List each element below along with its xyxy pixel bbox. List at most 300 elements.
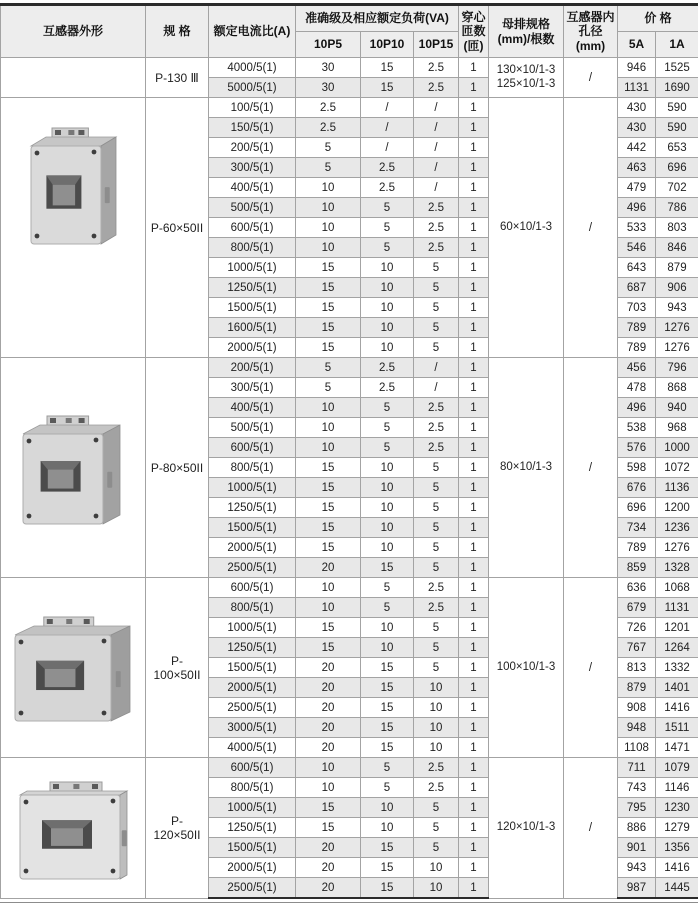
load-10p5-cell: 10	[296, 778, 361, 798]
price-5a-cell: 538	[618, 418, 656, 438]
ratio-cell: 1600/5(1)	[209, 318, 296, 338]
load-10p10-cell: 15	[361, 78, 414, 98]
spec-cell: P-120×50II	[146, 758, 209, 899]
load-10p10-cell: 5	[361, 418, 414, 438]
load-10p15-cell: 5	[414, 818, 459, 838]
price-5a-cell: 636	[618, 578, 656, 598]
turns-cell: 1	[459, 638, 489, 658]
load-10p15-cell: 5	[414, 458, 459, 478]
load-10p10-cell: /	[361, 98, 414, 118]
ratio-cell: 300/5(1)	[209, 158, 296, 178]
bore-cell: /	[564, 98, 618, 358]
price-5a-cell: 789	[618, 338, 656, 358]
table-row	[1, 358, 698, 378]
busbar-cell	[489, 58, 564, 98]
turns-cell: 1	[459, 598, 489, 618]
price-1a-cell: 1236	[656, 518, 698, 538]
price-1a-cell: 906	[656, 278, 698, 298]
load-10p10-cell: 10	[361, 258, 414, 278]
load-10p10-cell: 2.5	[361, 358, 414, 378]
turns-cell: 1	[459, 418, 489, 438]
load-10p10-cell: 15	[361, 58, 414, 78]
load-10p10-cell: 10	[361, 278, 414, 298]
load-10p15-cell: 2.5	[414, 418, 459, 438]
price-5a-cell: 859	[618, 558, 656, 578]
load-10p10-cell: 5	[361, 778, 414, 798]
load-10p5-cell: 10	[296, 578, 361, 598]
ratio-cell: 600/5(1)	[209, 218, 296, 238]
price-5a-cell: 767	[618, 638, 656, 658]
ratio-cell: 2000/5(1)	[209, 538, 296, 558]
product-photo-cell	[1, 578, 146, 758]
price-5a-cell: 696	[618, 498, 656, 518]
price-1a-cell: 1264	[656, 638, 698, 658]
load-10p5-cell: 15	[296, 518, 361, 538]
price-5a-cell: 643	[618, 258, 656, 278]
busbar-line: 100×10/1-3	[496, 660, 556, 673]
load-10p10-cell: 15	[361, 858, 414, 878]
price-1a-cell: 943	[656, 298, 698, 318]
turns-cell: 1	[459, 558, 489, 578]
load-10p5-cell: 15	[296, 298, 361, 318]
price-5a-cell: 479	[618, 178, 656, 198]
ratio-cell: 1000/5(1)	[209, 258, 296, 278]
busbar-line: 120×10/1-3	[496, 820, 556, 833]
price-1a-cell: 1401	[656, 678, 698, 698]
load-10p15-cell: 5	[414, 638, 459, 658]
ratio-cell: 1000/5(1)	[209, 478, 296, 498]
turns-cell: 1	[459, 838, 489, 858]
price-5a-cell: 1131	[618, 78, 656, 98]
price-5a-cell: 496	[618, 198, 656, 218]
turns-cell: 1	[459, 138, 489, 158]
header-bore-line1: 互感器内	[566, 9, 615, 24]
load-10p5-cell: 30	[296, 58, 361, 78]
load-10p15-cell: 2.5	[414, 438, 459, 458]
turns-cell: 1	[459, 218, 489, 238]
load-10p5-cell: 20	[296, 698, 361, 718]
price-1a-cell: 1279	[656, 818, 698, 838]
price-1a-cell: 653	[656, 138, 698, 158]
turns-cell: 1	[459, 118, 489, 138]
price-5a-cell: 946	[618, 58, 656, 78]
load-10p10-cell: 10	[361, 638, 414, 658]
turns-cell: 1	[459, 678, 489, 698]
load-10p5-cell: 10	[296, 598, 361, 618]
busbar-line: 130×10/1-3	[496, 63, 556, 76]
price-5a-cell: 734	[618, 518, 656, 538]
price-1a-cell: 1230	[656, 798, 698, 818]
ratio-cell: 400/5(1)	[209, 178, 296, 198]
load-10p10-cell: 5	[361, 758, 414, 778]
load-10p5-cell: 20	[296, 858, 361, 878]
turns-cell: 1	[459, 298, 489, 318]
header-10p10: 10P10	[361, 32, 414, 58]
price-1a-cell: 868	[656, 378, 698, 398]
price-1a-cell: 1445	[656, 878, 698, 899]
load-10p10-cell: 5	[361, 578, 414, 598]
load-10p5-cell: 10	[296, 758, 361, 778]
table-end-rule	[0, 902, 698, 903]
header-turns-line2: 匝数	[461, 24, 486, 39]
load-10p15-cell: 2.5	[414, 758, 459, 778]
ratio-cell: 800/5(1)	[209, 458, 296, 478]
load-10p5-cell: 2.5	[296, 118, 361, 138]
table-header	[1, 5, 698, 58]
load-10p15-cell: /	[414, 358, 459, 378]
load-10p10-cell: 15	[361, 698, 414, 718]
load-10p15-cell: /	[414, 138, 459, 158]
load-10p10-cell: 10	[361, 338, 414, 358]
price-5a-cell: 711	[618, 758, 656, 778]
transformer-photo	[12, 773, 134, 883]
load-10p15-cell: /	[414, 118, 459, 138]
load-10p15-cell: 2.5	[414, 578, 459, 598]
price-1a-cell: 590	[656, 118, 698, 138]
price-5a-cell: 703	[618, 298, 656, 318]
ratio-cell: 400/5(1)	[209, 398, 296, 418]
load-10p5-cell: 20	[296, 558, 361, 578]
turns-cell: 1	[459, 358, 489, 378]
load-10p15-cell: /	[414, 378, 459, 398]
price-5a-cell: 789	[618, 538, 656, 558]
ratio-cell: 1250/5(1)	[209, 278, 296, 298]
price-5a-cell: 948	[618, 718, 656, 738]
ratio-cell: 1500/5(1)	[209, 838, 296, 858]
table-body	[1, 58, 698, 899]
price-1a-cell: 1416	[656, 858, 698, 878]
load-10p10-cell: 15	[361, 738, 414, 758]
load-10p10-cell: 5	[361, 218, 414, 238]
turns-cell: 1	[459, 318, 489, 338]
load-10p5-cell: 5	[296, 138, 361, 158]
turns-cell: 1	[459, 98, 489, 118]
price-5a-cell: 496	[618, 398, 656, 418]
load-10p5-cell: 5	[296, 358, 361, 378]
turns-cell: 1	[459, 398, 489, 418]
price-1a-cell: 1471	[656, 738, 698, 758]
ratio-cell: 2500/5(1)	[209, 878, 296, 899]
load-10p5-cell: 10	[296, 178, 361, 198]
load-10p10-cell: 10	[361, 298, 414, 318]
load-10p15-cell: /	[414, 178, 459, 198]
load-10p15-cell: 5	[414, 298, 459, 318]
header-ratio: 额定电流比(A)	[209, 5, 296, 58]
load-10p15-cell: 2.5	[414, 238, 459, 258]
price-1a-cell: 1131	[656, 598, 698, 618]
load-10p10-cell: 5	[361, 598, 414, 618]
load-10p10-cell: 10	[361, 798, 414, 818]
ratio-cell: 500/5(1)	[209, 418, 296, 438]
table-row	[1, 578, 698, 598]
turns-cell: 1	[459, 718, 489, 738]
bore-cell: /	[564, 578, 618, 758]
price-1a-cell: 1276	[656, 538, 698, 558]
load-10p15-cell: 2.5	[414, 398, 459, 418]
ratio-cell: 4000/5(1)	[209, 738, 296, 758]
load-10p10-cell: 10	[361, 618, 414, 638]
ratio-cell: 600/5(1)	[209, 438, 296, 458]
header-accuracy-group: 准确级及相应额定负荷(VA)	[296, 5, 459, 32]
load-10p5-cell: 15	[296, 258, 361, 278]
turns-cell: 1	[459, 438, 489, 458]
ratio-cell: 600/5(1)	[209, 758, 296, 778]
price-5a-cell: 442	[618, 138, 656, 158]
load-10p15-cell: 5	[414, 338, 459, 358]
header-price-1a: 1A	[656, 32, 698, 58]
price-1a-cell: 696	[656, 158, 698, 178]
bore-cell: /	[564, 358, 618, 578]
price-1a-cell: 1511	[656, 718, 698, 738]
load-10p10-cell: 10	[361, 518, 414, 538]
load-10p15-cell: 2.5	[414, 778, 459, 798]
price-1a-cell: 940	[656, 398, 698, 418]
turns-cell: 1	[459, 518, 489, 538]
ratio-cell: 2000/5(1)	[209, 338, 296, 358]
load-10p15-cell: 2.5	[414, 598, 459, 618]
turns-cell: 1	[459, 338, 489, 358]
turns-cell: 1	[459, 878, 489, 899]
load-10p10-cell: 15	[361, 878, 414, 899]
ratio-cell: 1250/5(1)	[209, 638, 296, 658]
load-10p10-cell: 5	[361, 198, 414, 218]
ratio-cell: 1000/5(1)	[209, 618, 296, 638]
price-1a-cell: 968	[656, 418, 698, 438]
turns-cell: 1	[459, 258, 489, 278]
ratio-cell: 800/5(1)	[209, 598, 296, 618]
ratio-cell: 2000/5(1)	[209, 678, 296, 698]
load-10p15-cell: 5	[414, 658, 459, 678]
turns-cell: 1	[459, 578, 489, 598]
load-10p5-cell: 10	[296, 198, 361, 218]
load-10p5-cell: 15	[296, 538, 361, 558]
turns-cell: 1	[459, 798, 489, 818]
load-10p5-cell: 10	[296, 438, 361, 458]
load-10p10-cell: 10	[361, 498, 414, 518]
price-1a-cell: 1072	[656, 458, 698, 478]
turns-cell: 1	[459, 198, 489, 218]
ratio-cell: 1250/5(1)	[209, 498, 296, 518]
price-1a-cell: 1136	[656, 478, 698, 498]
ratio-cell: 5000/5(1)	[209, 78, 296, 98]
bore-cell: /	[564, 758, 618, 899]
header-10p5: 10P5	[296, 32, 361, 58]
load-10p10-cell: 10	[361, 458, 414, 478]
turns-cell: 1	[459, 58, 489, 78]
busbar-line: 125×10/1-3	[496, 77, 556, 90]
turns-cell: 1	[459, 498, 489, 518]
turns-cell: 1	[459, 78, 489, 98]
load-10p5-cell: 20	[296, 838, 361, 858]
ratio-cell: 1500/5(1)	[209, 518, 296, 538]
busbar-cell	[489, 758, 564, 899]
load-10p15-cell: 5	[414, 838, 459, 858]
price-5a-cell: 576	[618, 438, 656, 458]
price-5a-cell: 987	[618, 878, 656, 899]
price-1a-cell: 1690	[656, 78, 698, 98]
ratio-cell: 100/5(1)	[209, 98, 296, 118]
price-5a-cell: 1108	[618, 738, 656, 758]
load-10p10-cell: 5	[361, 398, 414, 418]
header-price-5a: 5A	[618, 32, 656, 58]
spec-cell: P-60×50II	[146, 98, 209, 358]
load-10p5-cell: 15	[296, 498, 361, 518]
load-10p10-cell: 15	[361, 838, 414, 858]
price-1a-cell: 1200	[656, 498, 698, 518]
turns-cell: 1	[459, 758, 489, 778]
header-busbar-line2: (mm)/根数	[497, 31, 555, 46]
load-10p15-cell: 5	[414, 318, 459, 338]
price-1a-cell: 786	[656, 198, 698, 218]
load-10p10-cell: 15	[361, 558, 414, 578]
transformer-photo	[17, 406, 129, 530]
load-10p5-cell: 15	[296, 798, 361, 818]
load-10p15-cell: /	[414, 98, 459, 118]
load-10p15-cell: 2.5	[414, 78, 459, 98]
header-busbar-line1: 母排规格	[501, 17, 550, 32]
table-row	[1, 58, 698, 78]
load-10p10-cell: 10	[361, 478, 414, 498]
load-10p5-cell: 15	[296, 458, 361, 478]
load-10p15-cell: 5	[414, 798, 459, 818]
busbar-cell	[489, 578, 564, 758]
busbar-cell	[489, 98, 564, 358]
ratio-cell: 2500/5(1)	[209, 558, 296, 578]
ratio-cell: 1500/5(1)	[209, 658, 296, 678]
load-10p15-cell: 10	[414, 718, 459, 738]
load-10p10-cell: 15	[361, 718, 414, 738]
price-1a-cell: 846	[656, 238, 698, 258]
product-photo-cell	[1, 98, 146, 358]
load-10p10-cell: 15	[361, 658, 414, 678]
load-10p5-cell: 10	[296, 218, 361, 238]
transformer-photo	[23, 114, 123, 252]
load-10p10-cell: 10	[361, 318, 414, 338]
load-10p5-cell: 5	[296, 378, 361, 398]
ratio-cell: 800/5(1)	[209, 778, 296, 798]
price-1a-cell: 1146	[656, 778, 698, 798]
price-5a-cell: 463	[618, 158, 656, 178]
load-10p10-cell: /	[361, 138, 414, 158]
header-10p15: 10P15	[414, 32, 459, 58]
load-10p15-cell: 10	[414, 738, 459, 758]
bore-cell: /	[564, 58, 618, 98]
load-10p10-cell: 10	[361, 538, 414, 558]
price-1a-cell: 1525	[656, 58, 698, 78]
load-10p5-cell: 15	[296, 478, 361, 498]
ratio-cell: 200/5(1)	[209, 358, 296, 378]
header-busbar	[489, 5, 564, 58]
load-10p15-cell: 5	[414, 278, 459, 298]
price-5a-cell: 533	[618, 218, 656, 238]
load-10p5-cell: 20	[296, 718, 361, 738]
load-10p15-cell: /	[414, 158, 459, 178]
load-10p5-cell: 30	[296, 78, 361, 98]
spec-cell: P-130 Ⅲ	[146, 58, 209, 98]
price-1a-cell: 803	[656, 218, 698, 238]
price-1a-cell: 1276	[656, 338, 698, 358]
header-appearance: 互感器外形	[1, 5, 146, 58]
load-10p10-cell: 5	[361, 238, 414, 258]
price-1a-cell: 1356	[656, 838, 698, 858]
price-1a-cell: 590	[656, 98, 698, 118]
load-10p15-cell: 10	[414, 858, 459, 878]
product-photo-cell	[1, 58, 146, 98]
price-1a-cell: 702	[656, 178, 698, 198]
load-10p5-cell: 20	[296, 878, 361, 899]
load-10p5-cell: 15	[296, 818, 361, 838]
price-1a-cell: 1332	[656, 658, 698, 678]
price-5a-cell: 879	[618, 678, 656, 698]
load-10p5-cell: 15	[296, 638, 361, 658]
busbar-line: 60×10/1-3	[499, 220, 553, 233]
load-10p15-cell: 10	[414, 698, 459, 718]
price-5a-cell: 676	[618, 478, 656, 498]
load-10p10-cell: /	[361, 118, 414, 138]
load-10p15-cell: 5	[414, 618, 459, 638]
ratio-cell: 800/5(1)	[209, 238, 296, 258]
load-10p5-cell: 5	[296, 158, 361, 178]
price-5a-cell: 908	[618, 698, 656, 718]
product-photo-cell	[1, 758, 146, 899]
ratio-cell: 200/5(1)	[209, 138, 296, 158]
load-10p15-cell: 5	[414, 518, 459, 538]
price-5a-cell: 743	[618, 778, 656, 798]
turns-cell: 1	[459, 698, 489, 718]
turns-cell: 1	[459, 658, 489, 678]
turns-cell: 1	[459, 458, 489, 478]
price-5a-cell: 813	[618, 658, 656, 678]
price-5a-cell: 901	[618, 838, 656, 858]
ratio-cell: 1000/5(1)	[209, 798, 296, 818]
turns-cell: 1	[459, 478, 489, 498]
load-10p10-cell: 2.5	[361, 158, 414, 178]
ratio-cell: 3000/5(1)	[209, 718, 296, 738]
price-5a-cell: 679	[618, 598, 656, 618]
price-1a-cell: 1079	[656, 758, 698, 778]
load-10p15-cell: 5	[414, 538, 459, 558]
load-10p5-cell: 20	[296, 738, 361, 758]
load-10p10-cell: 15	[361, 678, 414, 698]
load-10p15-cell: 10	[414, 878, 459, 899]
price-1a-cell: 1276	[656, 318, 698, 338]
transformer-spec-table	[0, 3, 698, 899]
table-row	[1, 758, 698, 778]
load-10p5-cell: 20	[296, 678, 361, 698]
load-10p10-cell: 2.5	[361, 378, 414, 398]
ratio-cell: 1500/5(1)	[209, 298, 296, 318]
turns-cell: 1	[459, 158, 489, 178]
load-10p10-cell: 2.5	[361, 178, 414, 198]
price-5a-cell: 795	[618, 798, 656, 818]
price-5a-cell: 546	[618, 238, 656, 258]
price-1a-cell: 796	[656, 358, 698, 378]
load-10p15-cell: 2.5	[414, 58, 459, 78]
turns-cell: 1	[459, 618, 489, 638]
product-photo-cell	[1, 358, 146, 578]
turns-cell: 1	[459, 818, 489, 838]
load-10p15-cell: 5	[414, 478, 459, 498]
load-10p5-cell: 15	[296, 318, 361, 338]
ratio-cell: 600/5(1)	[209, 578, 296, 598]
price-1a-cell: 1068	[656, 578, 698, 598]
load-10p15-cell: 5	[414, 558, 459, 578]
turns-cell: 1	[459, 178, 489, 198]
turns-cell: 1	[459, 238, 489, 258]
load-10p5-cell: 10	[296, 418, 361, 438]
price-1a-cell: 879	[656, 258, 698, 278]
header-turns-line1: 穿心	[461, 9, 486, 24]
